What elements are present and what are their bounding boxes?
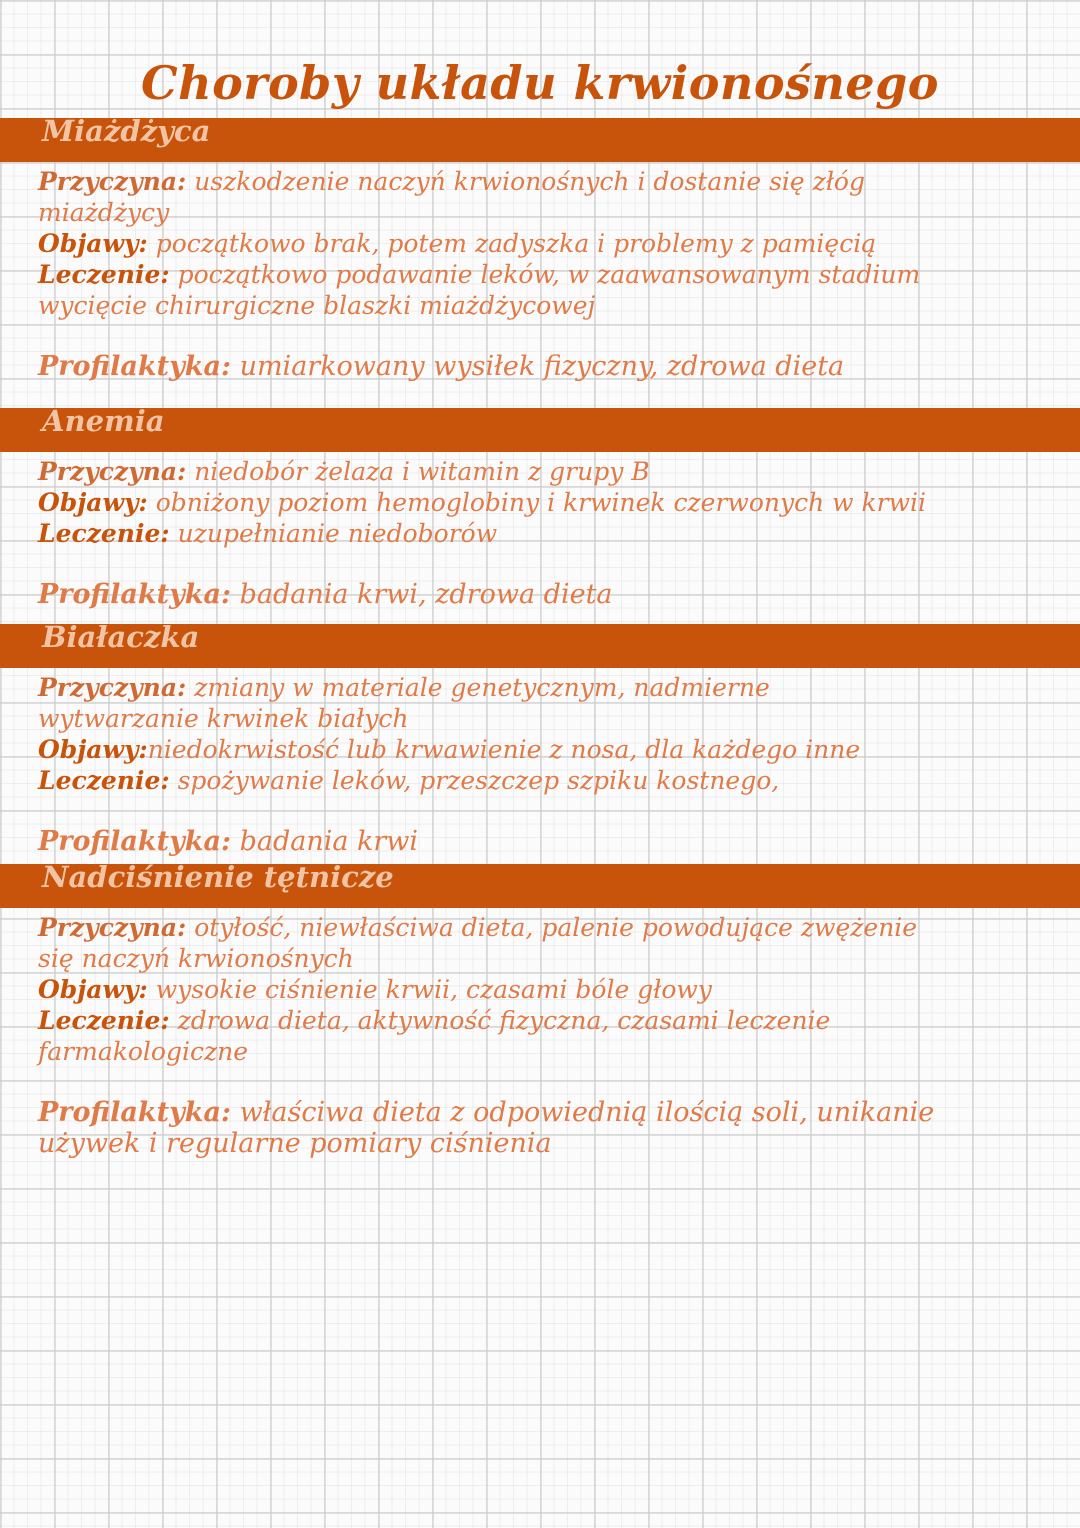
symptoms-label: Objawy:	[38, 229, 148, 258]
prevention-text-cont: używek i regularne pomiary ciśnienia	[38, 1128, 552, 1159]
cause-label: Przyczyna:	[38, 913, 187, 942]
prevention-label: Profilaktyka:	[38, 826, 231, 857]
prevention-text: umiarkowany wysiłek fizyczny, zdrowa dieta	[239, 351, 845, 382]
symptoms-label: Objawy:	[38, 735, 148, 764]
page-title: Choroby układu krwionośnego	[141, 56, 939, 110]
cause-label: Przyczyna:	[38, 167, 187, 196]
prevention-text: właściwa dieta z odpowiednią ilością soli, unikanie	[239, 1097, 935, 1128]
treatment-text-cont: farmakologiczne	[38, 1037, 249, 1066]
treatment-label: Leczenie:	[38, 519, 170, 548]
section-body-nadcisnienie	[38, 912, 1070, 1159]
symptoms-line	[38, 228, 1070, 259]
symptoms-line	[38, 487, 1070, 518]
cause-text-cont: miażdżycy	[38, 198, 170, 227]
treatment-text-cont: wycięcie chirurgiczne blaszki miażdżycowej	[38, 291, 596, 320]
prevention-label: Profilaktyka:	[38, 579, 231, 610]
cause-line	[38, 166, 1070, 197]
section-title: Białaczka	[42, 620, 200, 654]
treatment-line	[38, 765, 1070, 796]
treatment-text: uzupełnianie niedoborów	[177, 519, 498, 548]
cause-line	[38, 672, 1070, 703]
cause-text: otyłość, niewłaściwa dieta, palenie powodujące zwężenie	[194, 913, 918, 942]
prevention-line	[38, 579, 1070, 610]
treatment-line	[38, 259, 1070, 290]
cause-text: niedobór żelaza i witamin z grupy B	[194, 457, 650, 486]
prevention-text: badania krwi	[239, 826, 419, 857]
cause-text: uszkodzenie naczyń krwionośnych i dostanie się złóg	[194, 167, 865, 196]
section-title: Nadciśnienie tętnicze	[42, 860, 394, 894]
section-header-miazdzyca	[0, 114, 1080, 162]
treatment-text: początkowo podawanie leków, w zaawansowanym stadium	[177, 260, 921, 289]
cause-label: Przyczyna:	[38, 673, 187, 702]
cause-text-cont: się naczyń krwionośnych	[38, 944, 354, 973]
treatment-line	[38, 1005, 1070, 1036]
cause-line	[38, 912, 1070, 943]
prevention-label: Profilaktyka:	[38, 1097, 231, 1128]
cause-line	[38, 456, 1070, 487]
symptoms-line	[38, 974, 1070, 1005]
symptoms-label: Objawy:	[38, 488, 148, 517]
prevention-line	[38, 826, 1070, 857]
section-body-anemia	[38, 456, 1070, 610]
prevention-label: Profilaktyka:	[38, 351, 231, 382]
prevention-text: badania krwi, zdrowa dieta	[239, 579, 613, 610]
prevention-line	[38, 351, 1070, 382]
symptoms-label: Objawy:	[38, 975, 148, 1004]
prevention-line	[38, 1097, 1070, 1128]
symptoms-line	[38, 734, 1070, 765]
treatment-label: Leczenie:	[38, 260, 170, 289]
cause-text-cont: wytwarzanie krwinek białych	[38, 704, 409, 733]
section-header-bialaczka	[0, 620, 1080, 668]
symptoms-text: obniżony poziom hemoglobiny i krwinek czerwonych w krwii	[155, 488, 926, 517]
symptoms-text: wysokie ciśnienie krwii, czasami bóle głowy	[155, 975, 712, 1004]
treatment-line	[38, 518, 1070, 549]
section-body-miazdzyca	[38, 166, 1070, 382]
cause-label: Przyczyna:	[38, 457, 187, 486]
treatment-text: zdrowa dieta, aktywność fizyczna, czasami leczenie	[177, 1006, 831, 1035]
section-title: Anemia	[42, 404, 165, 438]
section-header-nadcisnienie	[0, 860, 1080, 908]
symptoms-text: niedokrwistość lub krwawienie z nosa, dla każdego inne	[147, 735, 861, 764]
section-body-bialaczka	[38, 672, 1070, 857]
treatment-label: Leczenie:	[38, 1006, 170, 1035]
section-title: Miażdżyca	[42, 114, 211, 148]
symptoms-text: początkowo brak, potem zadyszka i problemy z pamięcią	[155, 229, 877, 258]
cause-text: zmiany w materiale genetycznym, nadmierne	[194, 673, 770, 702]
treatment-label: Leczenie:	[38, 766, 170, 795]
section-header-anemia	[0, 404, 1080, 452]
treatment-text: spożywanie leków, przeszczep szpiku kostnego,	[177, 766, 780, 795]
